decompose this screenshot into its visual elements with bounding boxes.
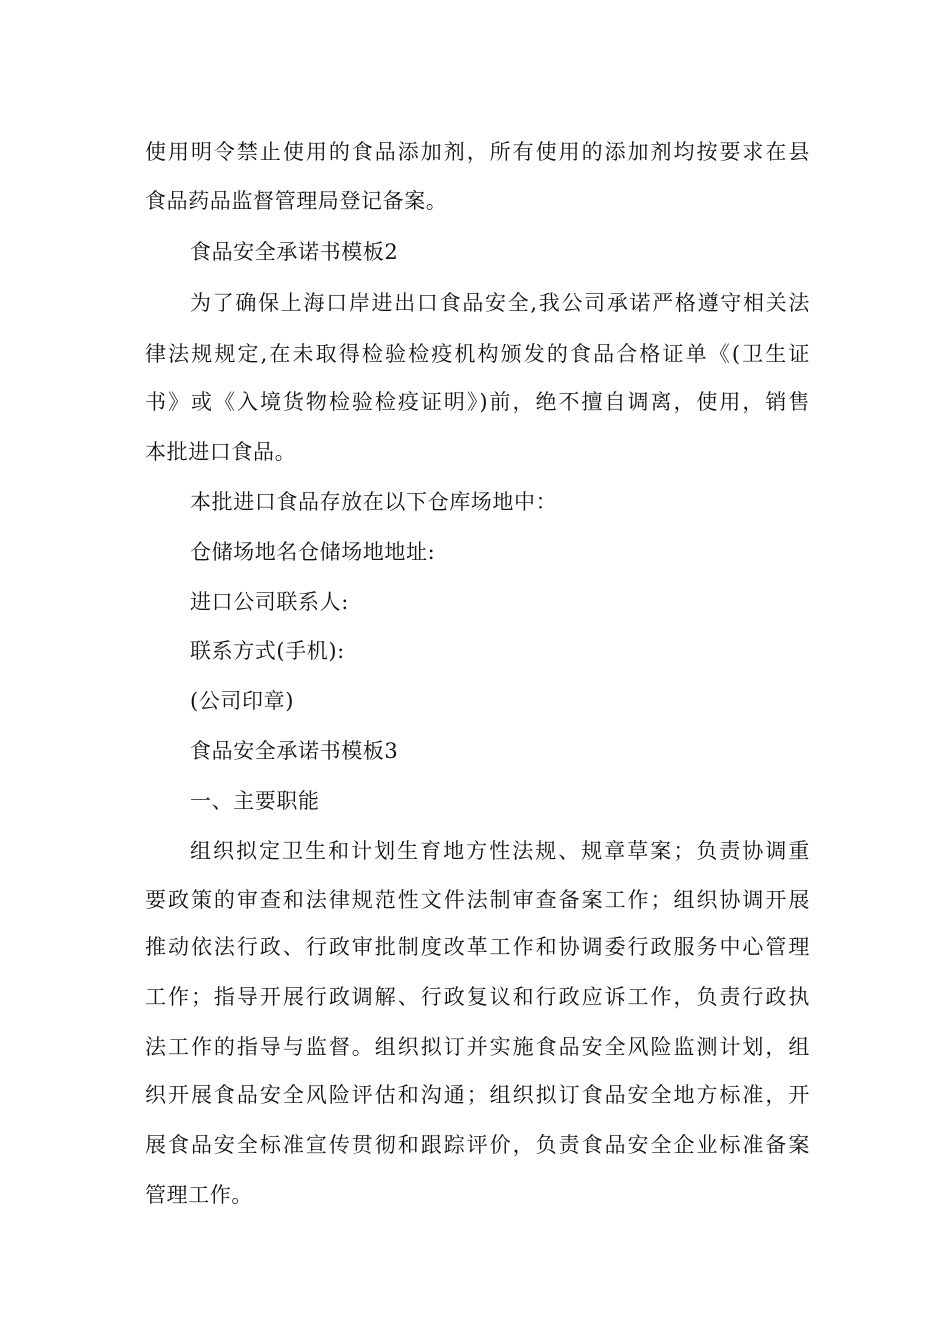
paragraph-line: 本批进口食品存放在以下仓库场地中： bbox=[190, 490, 558, 514]
paragraph-line: 律法规规定,在未取得检验检疫机构颁发的食品合格证单《(卫生证 bbox=[145, 342, 810, 366]
section-heading: 食品安全承诺书模板2 bbox=[190, 240, 399, 264]
paragraph-line: 推动依法行政、行政审批制度改革工作和协调委行政服务中心管理 bbox=[145, 935, 810, 959]
paragraph-line: 展食品安全标准宣传贯彻和跟踪评价，负责食品安全企业标准备案 bbox=[145, 1133, 810, 1157]
paragraph-line: 织开展食品安全风险评估和沟通；组织拟订食品安全地方标准，开 bbox=[145, 1083, 810, 1107]
subsection-heading: 一、主要职能 bbox=[190, 789, 320, 813]
seal-label: (公司印章) bbox=[190, 689, 294, 713]
paragraph-line: 要政策的审查和法律规范性文件法制审查备案工作；组织协调开展 bbox=[145, 888, 810, 912]
form-field-label: 进口公司联系人: bbox=[190, 590, 349, 614]
paragraph-line: 本批进口食品。 bbox=[145, 440, 297, 464]
section-heading: 食品安全承诺书模板3 bbox=[190, 739, 399, 763]
paragraph-line: 使用明令禁止使用的食品添加剂，所有使用的添加剂均按要求在县 bbox=[145, 140, 810, 164]
paragraph-line: 法工作的指导与监督。组织拟订并实施食品安全风险监测计划，组 bbox=[145, 1035, 810, 1059]
paragraph-line: 组织拟定卫生和计划生育地方性法规、规章草案；负责协调重 bbox=[190, 839, 810, 863]
paragraph-line: 食品药品监督管理局登记备案。 bbox=[145, 189, 448, 213]
paragraph-line: 管理工作。 bbox=[145, 1183, 253, 1207]
paragraph-line: 工作；指导开展行政调解、行政复议和行政应诉工作，负责行政执 bbox=[145, 985, 810, 1009]
paragraph-line: 为了确保上海口岸进出口食品安全,我公司承诺严格遵守相关法 bbox=[190, 291, 810, 315]
form-field-label: 仓储场地名仓储场地地址: bbox=[190, 540, 436, 564]
paragraph-line: 书》或《入境货物检验检疫证明》)前，绝不擅自调离，使用，销售 bbox=[145, 390, 810, 414]
form-field-label: 联系方式(手机): bbox=[190, 639, 345, 663]
